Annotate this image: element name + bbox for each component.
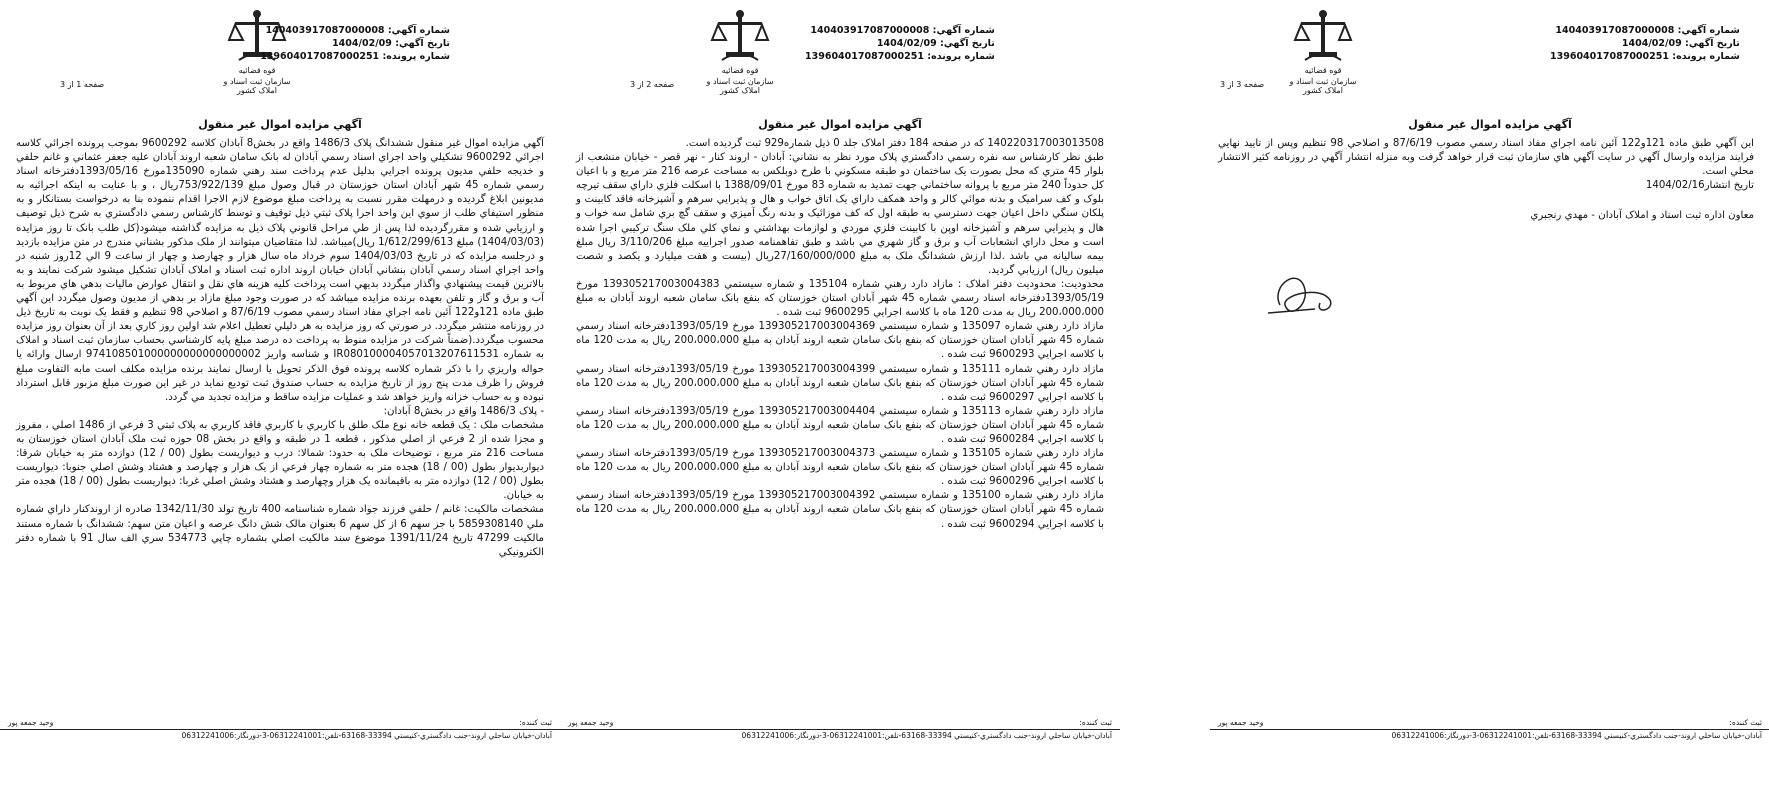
judiciary-emblem [705, 8, 775, 95]
paragraph: مازاد دارد رهني شماره 135105 و شماره سيستمي 139305217003004373 مورخ 1393/05/19دفترخانه اسناد رسمي شماره 45 شهر آبادان استان خوزستان که بنفع بانک سامان شعبه اروند آبادان به مبلغ 200،000،000 ريال به مدت 120 ماه با کلاسه اجرايي 9600296 ثبت شده . [576, 448, 1104, 488]
paragraph [1218, 193, 1754, 209]
page-title: آگهي مزايده اموال غير منقول [1408, 118, 1572, 131]
org-name: سازمان ثبت اسناد و املاک کشور [706, 77, 774, 95]
ad-date-label: تاریخ آگهي: [395, 38, 450, 49]
judiciary-label: قوه قضائیه [1304, 66, 1342, 75]
page-title: آگهي مزايده اموال غير منقول [758, 118, 922, 131]
scales-of-justice-icon [1293, 8, 1353, 64]
ad-date-label: تاریخ آگهي: [940, 38, 995, 49]
judiciary-emblem [1288, 8, 1358, 95]
judiciary-label: قوه قضائیه [238, 66, 276, 75]
page-body [560, 137, 1120, 532]
judiciary-label: قوه قضائیه [721, 66, 759, 75]
page-title: آگهي مزايده اموال غير منقول [198, 118, 362, 131]
page-header [1210, 0, 1769, 110]
paragraph: مشخصات ملک : يک قطعه خانه نوع ملک طلق با کاربري با کاربري فاقد کاربري به پلاک ثبتي 3 فرعي از 1486 اصلي ، مفروز و مجزا شده از 2 فرعي از اصلي مذکور ، قطعه 1 در طبقه و واقع در بخش 08 حوزه ثبت ملک آبادان استان خوزستان به مساحت 216 متر مربع ، توضيحات ملک به حدود: شمالا: درب و ديواريست بطول (00 / 12) دوازده متر به خيابان شرقا: ديواربديوار بطول (00 / 18) هجده متر به شماره چهار فرعي از يک هزار و چهارصد و هشتاد وشش اصلي جنوبا: ديواريست بطول (00 / 12) دوازده متر به باقيمانده يک هزار وچهارصد و هشتاد وشش اصلي غربا: ديواريست بطول (00 / 18) هجده متر به خيابان. [16, 419, 545, 502]
page-footer [1210, 718, 1769, 740]
ad-number-label: شماره آگهي: [387, 25, 450, 36]
signer-label: ثبت کننده: [1079, 718, 1112, 727]
document-page-1 [0, 0, 560, 760]
document-page-2 [560, 0, 1120, 760]
paragraph: طبق نظر کارشناس سه نفره رسمي دادگستري پلاک مورد نظر به نشاني: آبادان - اروند کنار - نهر قصر - خيابان منشعب از بلوار 45 متري که محل بصورت يک ساختمان دو طبقه مسکوني با طرح دوبلکس به مساحت عرصه 216 متر مربع و با اعيان کل حدوداً 240 متر مربع با پروانه ساختماني جهت تمديد به شماره 83 مورخ 1388/09/01 با اسکلت فلزي داراي سقف تيرچه بلوک و کف سراميک و بدنه موائي کالر و واحد همکف داراي يک اتاق خواب و هال و پذيرايي سرهم و آشپزخانه فاقد کابينت و پلکان سنگي داخل اعيان جهت دسترسي به طبقه اول که کف موزائيک و بدنه رنگ آميزي و سقف گچ بري شامل سه خواب و هال و پذيرايي سرهم و آشپزخانه اوپن با کابينت فلزي موردي و لوازمات بهداشتي و نماي کلي ملک سنگ ترکيبي اجرا شده است و محل داراي انشعابات آب و برق و گاز شهري مي باشد و طبق تفاهمنامه صدور اجراييه مبلغ 3/110/206 ريال مبلغ بيمه ساليانه مي باشد .لذا ارزش ششدانگ ملک به مبلغ 27/160/000/000ريال (بيست و هفت ميليارد و يکصد و شصت ميليون ريال) ارزيابي گرديد. [575, 152, 1105, 276]
file-number-label: شماره پرونده: [382, 51, 450, 62]
ad-date-label: تاریخ آگهي: [1685, 38, 1740, 49]
file-number: 139604017087000251 [805, 51, 924, 62]
paragraph: آگهي مزايده اموال غير منقول ششدانگ پلاک 1486/3 واقع در بخش8 آبادان کلاسه 9600292 بموجب پرونده اجرائي کلاسه اجرائي 9600292 تشکيلي واحد اجراي اسناد رسمي آبادان له بانک سامان شعبه اروند آبادان عليه جعفر عثماني و غانم حلفي و خديجه حلفي مديون پرونده اجرايي بدليل عدم پرداخت سند رهني شماره 135090مورخ 1393/05/16دفترخانه اسناد رسمي شماره 45 شهر آبادان استان خوزستان در قبال وصول مبلغ 753/922/139ريال ، و با عنايت به اينکه اجرائيه به مديونين ابلاغ گرديده و درمهلت مقرر نسبت به پرداخت مبلغ موضوع لازم الاجرا اقدام ننموده بنا به درخواست بستانکار و به منظور استيفاي طلب از سوي اين واحد اجرا پلاک ثبتي ذيل توقيف و توسط کارشناس رسمي دادگستري به شرح ذيل توصيف و ارزيابي شده و مقررگرديده لذا پس از طي مراحل قانوني پلاک ذيل به مزايده گذاشته ميشود(کل طلب بانک تا روز مزايده (1404/03/03) مبلغ 1/612/299/613 ريال)ميباشد. لذا متقاضيان ميتوانند از ملک مذکور بشناني مندرج در متن مزايده بازديد و درجلسه مزايده که در تاريخ 1404/03/03 سوم خرداد ماه سال هزار و چهارصد و چهار از ساعت 9 الي 12روز شنبه در واحد اجراي اسناد رسمي آبادان بنشاني آبادان خيابان اروند اداره ثبت اسناد و املاک آبادان تشکيل ميشود شرکت نمايند و به بالاترين قيمت پيشنهادي واگذار ميگردد بديهي است پرداخت کليه هزينه هاي نقل و انتقال عوارض ماليات بدهي هاي مربوط به آب و برق و گاز و تلفن بعهده برنده مزايده ميباشد که در صورت وجود مبلغ مازاد بر بدهي از مديون وصول ميگردد اين آگهي طبق ماده 121و122 آئين نامه اجراي مفاد اسناد رسمي مصوب 87/6/19 و اصلاحي 98 تنظيم و فقط يک نوبت به تاريخ ذيل در روزنامه منتشر ميگردد. در صورتي که روز مزايده به هر دليلي تعطيل اعلام شد اولين روز کاري بعد از آن بعنوان روز مزايده محسوب ميگردد.(ضمناً شرکت در مزايده منوط به پرداخت ده درصد مبلغ پايه کارشناسي بحساب سازمان ثبت اسناد و املاک به شماره IR080100004057013207611531 و شناسه واريز 974108501000000000000000002 ارسال وارائه يا حواله واريزي را با ذکر شماره کلاسه پرونده فوق الذکر تحويل يا ارسال نمايند برنده مزايده مکلف است مابه التفاوت مبلغ فروش را ظرف مدت پنج روز از تاريخ مزايده به حساب صندوق ثبت توديع نمايد در غير اين صورت مبلغ مزبور قابل استرداد نبوده و به حساب خزانه واريز خواهد شد و عمليات مزايده ساقط و مزايده تجديد مي گردد. [16, 138, 545, 403]
ad-date: 1404/02/09 [1621, 38, 1682, 49]
ad-date: 1404/02/09 [332, 38, 392, 49]
paragraph: معاون اداره ثبت اسناد و املاک آبادان - مهدي رنجبري [1530, 210, 1754, 222]
ad-meta [1550, 24, 1740, 63]
handwritten-signature [1260, 265, 1350, 335]
page-footer [0, 718, 560, 740]
paragraph: مشخصات مالکيت: غانم / حلفي فرزند جواد شماره شناسنامه 400 تاريخ تولد 1342/11/30 صادره از اروندکنار داراي شماره ملي 5859308140 با جز سهم 6 از کل سهم 6 بعنوان مالک شش دانگ عرصه و اعيان متن سهم: ششدانگ با شماره مستند مالکيت 47299 تاريخ 1391/11/24 موضوع سند مالکيت اصلي بشماره چاپي 534773 سري الف سال 91 با شماره دفتر الکترونيکي [16, 504, 545, 558]
page-body [1210, 137, 1769, 223]
paragraph: محدوديت: محدوديت دفتر املاک : مازاد دارد رهني شماره 135104 و شماره سيستمي 139305217003004383 مورخ 1393/05/19دفترخانه اسناد رسمي شماره 45 شهر آبادان استان خوزستان که بنفع بانک سامان شعبه اروند آبادان به مبلغ 200،000،000 ريال به مدت 120 ماه با کلاسه اجرايي 9600295 ثبت شده . [576, 278, 1104, 319]
paragraph: 140220317003013508 که در صفحه 184 دفتر املاک جلد 0 ذيل شماره929 ثبت گرديده است. [685, 138, 1104, 149]
ad-number-label: شماره آگهي: [1677, 25, 1740, 36]
paragraph: - پلاک 1486/3 واقع در بخش8 آبادان: [383, 405, 544, 417]
paragraph: مازاد دارد رهني شماره 135100 و شماره سيستمي 139305217003004392 مورخ 1393/05/19دفترخانه اسناد رسمي شماره 45 شهر آبادان استان خوزستان که بنفع بانک سامان شعبه اروند آبادان به مبلغ 200،000،000 ريال به مدت 120 ماه با کلاسه اجرايي 9600294 ثبت شده . [576, 490, 1104, 530]
paragraph: مازاد دارد رهني شماره 135111 و شماره سيستمي 139305217003004399 مورخ 1393/05/19دفترخانه اسناد رسمي شماره 45 شهر آبادان استان خوزستان که بنفع بانک سامان شعبه اروند آبادان به مبلغ 200،000،000 ريال به مدت 120 ماه با کلاسه اجرايي 9600297 ثبت شده . [576, 363, 1104, 403]
file-number: 139604017087000251 [260, 51, 380, 62]
ad-number: 140403917087000008 [265, 25, 385, 36]
file-number-label: شماره پرونده: [1672, 51, 1740, 62]
ad-number: 140403917087000008 [1555, 25, 1675, 36]
paragraph: مازاد دارد رهني شماره 135113 و شماره سيستمي 139305217003004404 مورخ 1393/05/19دفترخانه اسناد رسمي شماره 45 شهر آبادان استان خوزستان که بنفع بانک سامان شعبه اروند آبادان به مبلغ 200،000،000 ريال به مدت 120 ماه با کلاسه اجرايي 9600284 ثبت شده . [576, 405, 1104, 445]
footer-address: آبادان-خيابان ساحلي اروند-جنب دادگستري-کنيستي 33394-63168-تلفن:06312241001-3-دورنگار:06312241006 [1210, 729, 1769, 740]
paragraph: تاريخ انتشار1404/02/16 [1645, 180, 1754, 192]
signer-name: وحید جمعه پور [8, 718, 54, 727]
document-page-3 [1210, 0, 1769, 760]
page-header [0, 0, 560, 110]
page-footer [560, 718, 1120, 740]
ad-number-label: شماره آگهي: [932, 25, 995, 36]
page-header [560, 0, 1120, 110]
paragraph: اين آگهي طبق ماده 121و122 آئين نامه اجراي مفاد اسناد رسمي مصوب 87/6/19 و اصلاحي 98 تنظيم وپس از تاييد نهايي فرايند مزايده وارسال آگهي در سايت آگهي هاي سازمان ثبت قرار خواهد گرفت وبه منزله انتشار آگهي در روزنامه کثير الانتشار محلي است. [1218, 138, 1755, 178]
signer-label: ثبت کننده: [519, 718, 552, 727]
org-name: سازمان ثبت اسناد و املاک کشور [223, 77, 291, 95]
footer-address: آبادان-خيابان ساحلي اروند-جنب دادگستري-کنيستي 33394-63168-تلفن:06312241001-3-دورنگار:06312241006 [560, 729, 1120, 740]
file-number-label: شماره پرونده: [927, 51, 995, 62]
signer-name: وحید جمعه پور [1218, 718, 1264, 727]
ad-meta [805, 24, 995, 63]
paragraph: مازاد دارد رهني شماره 135097 و شماره سيستمي 139305217003004369 مورخ 1393/05/19دفترخانه اسناد رسمي شماره 45 شهر آبادان استان خوزستان که بنفع بانک سامان شعبه اروند آبادان به مبلغ 200،000،000 ريال به مدت 120 ماه با کلاسه اجرايي 9600293 ثبت شده . [576, 321, 1104, 361]
signer-label: ثبت کننده: [1729, 718, 1762, 727]
org-name: سازمان ثبت اسناد و املاک کشور [1289, 77, 1357, 95]
ad-number: 140403917087000008 [810, 25, 930, 36]
page-number: صفحه 2 از 3 [630, 80, 675, 89]
page-number: صفحه 1 از 3 [60, 80, 105, 89]
page-body [0, 137, 560, 560]
footer-address: آبادان-خيابان ساحلي اروند-جنب دادگستري-کنيستي 33394-63168-تلفن:06312241001-3-دورنگار:06312241006 [0, 729, 560, 740]
ad-meta [260, 24, 450, 63]
file-number: 139604017087000251 [1550, 51, 1669, 62]
scales-of-justice-icon [710, 8, 770, 64]
page-number: صفحه 3 از 3 [1220, 80, 1265, 89]
ad-date: 1404/02/09 [876, 38, 937, 49]
signer-name: وحید جمعه پور [568, 718, 614, 727]
